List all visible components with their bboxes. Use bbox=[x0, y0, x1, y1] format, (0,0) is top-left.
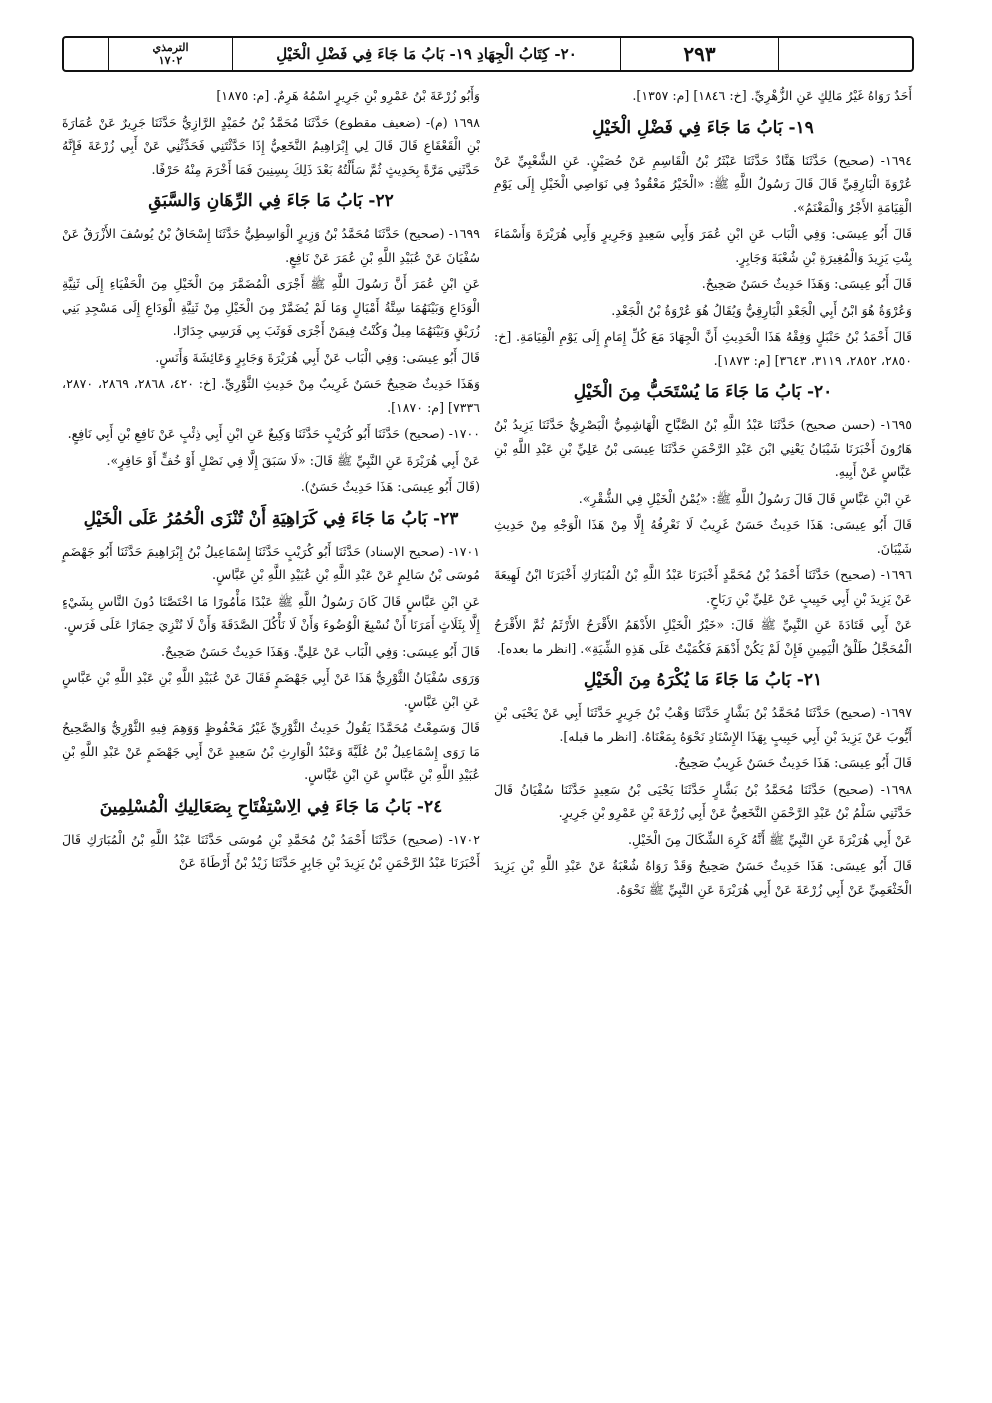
hadith-paragraph: قَالَ أَبُو عِيسَى: هَذَا حَدِيثٌ حَسَنٌ غَرِيبٌ لَا نَعْرِفُهُ إِلَّا مِنْ هَذَا الْوَجْهِ مِنْ حَدِيثِ شَيْبَانَ. bbox=[494, 517, 912, 556]
chapter-heading: ٢١- بَابُ مَا جَاءَ مَا يُكْرَهُ مِنَ الْخَيْلِ bbox=[583, 670, 823, 690]
chapter-heading: ٢٢- بَابُ مَا جَاءَ فِي الرِّهَانِ وَالسَّبَقِ bbox=[148, 191, 394, 211]
running-header bbox=[62, 36, 914, 72]
hadith-paragraph: ١٧٠٠- (صحيح) حَدَّثَنَا أَبُو كُرَيْبٍ حَدَّثَنَا وَكِيعٌ عَنِ ابْنِ أَبِي ذِئْبٍ عَنْ نَافِعِ بْنِ أَبِي نَافِعٍ. bbox=[67, 426, 480, 441]
chapter-heading: ٢٠- بَابُ مَا جَاءَ مَا يُسْتَحَبُّ مِنَ الْخَيْلِ bbox=[573, 382, 833, 402]
chapter-heading: ٢٤- بَابُ مَا جَاءَ فِي الِاسْتِفْتَاحِ بِصَعَالِيكِ الْمُسْلِمِينَ bbox=[99, 796, 443, 817]
hadith-paragraph: ١٦٩٤- (صحيح) حَدَّثَنَا هَنَّادٌ حَدَّثَنَا عَبْثَرُ بْنُ الْقَاسِمِ عَنْ حُصَيْنٍ. عَنِ الشَّعْبِيِّ عَنْ عُرْوَةَ الْبَارِقِيِّ قَالَ قَالَ رَسُولُ اللَّهِ ﷺ: «الْخَيْرُ مَعْقُودٌ فِي نَوَاصِي الْخَيْلِ إِلَى يَوْمِ الْقِيَامَةِ الأَجْرُ وَالْمَغْنَمُ». bbox=[494, 152, 912, 215]
left-text-column bbox=[62, 84, 480, 878]
hadith-paragraph: قَالَ أَبُو عِيسَى: وَفِي الْبَاب عَنِ ابْنِ عُمَرَ وَأَبِي سَعِيدٍ وَجَرِيرٍ وَأَبِي هُرَيْرَةَ وَأَسْمَاءَ بِنْتِ يَزِيدَ وَالْمُغِيرَةِ بْنِ شُعْبَةَ وَجَابِرٍ. bbox=[494, 226, 912, 265]
hadith-paragraph: وَرَوَى سُفْيَانُ الثَّوْرِيُّ هَذَا عَنْ أَبِي جَهْضَمٍ فَقَالَ عَنْ عُبَيْدِ اللَّهِ بْنِ عَبْدِ اللَّهِ بْنِ عَبَّاسٍ عَنِ ابْنِ عَبَّاسٍ. bbox=[62, 670, 480, 709]
chapter-heading: ١٩- بَابُ مَا جَاءَ فِي فَضْلِ الْخَيْلِ bbox=[592, 117, 814, 138]
hadith-paragraph: عَنِ ابْنِ عَبَّاسٍ قَالَ كَانَ رَسُولُ اللَّهِ ﷺ عَبْدًا مَأْمُورًا مَا اخْتَصَّنَا دُونَ النَّاسِ بِشَيْءٍ إِلَّا بِثَلَاثٍ أَمَرَنَا أَنْ نُسْبِغَ الْوُضُوءَ وَأَنْ لَا نَأْكُلَ الصَّدَقَةَ وَأَنْ لَا نُنْزِيَ حِمَارًا عَلَى فَرَسٍ. bbox=[62, 593, 480, 632]
hadith-paragraph: ١٦٩٧- (صحيح) حَدَّثَنَا مُحَمَّدُ بْنُ بَشَّارٍ حَدَّثَنَا وَهْبُ بْنُ جَرِيرٍ حَدَّثَنَا أَبِي عَنْ يَحْيَى بْنِ أَيُّوبَ عَنْ يَزِيدَ بْنِ أَبِي حَبِيبٍ بِهَذَا الإِسْنَادِ نَحْوَهُ بِمَعْنَاهُ. [انظر ما قبله]. bbox=[494, 705, 912, 744]
hadith-paragraph: قَالَ أَبُو عِيسَى: وَفِي الْبَاب عَنْ أَبِي هُرَيْرَةَ وَجَابِرٍ وَعَائِشَةَ وَأَنَسٍ. bbox=[155, 349, 480, 365]
hadith-paragraph: وَعُرْوَةُ هُوَ ابْنُ أَبِي الْجَعْدِ الْبَارِقِيُّ وَيُقَالُ هُوَ عُرْوَةُ بْنُ الْجَعْدِ. bbox=[611, 302, 912, 318]
hadith-paragraph: قَالَ وَسَمِعْتُ مُحَمَّدًا يَقُولُ حَدِيثُ الثَّوْرِيِّ غَيْرُ مَحْفُوظٍ وَوَهِمَ فِيهِ الثَّوْرِيُّ وَالصَّحِيحُ مَا رَوَى إِسْمَاعِيلُ بْنُ عُلَيَّةَ وَعَبْدُ الْوَارِثِ بْنُ سَعِيدٍ عَنْ أَبِي جَهْضَمٍ عَنْ عَبْدِ اللَّهِ بْنِ عُبَيْدِ اللَّهِ بْنِ عَبَّاسٍ عَنِ ابْنِ عَبَّاسٍ. bbox=[62, 720, 480, 782]
hadith-paragraph: أَحَدٌ رَوَاهُ غَيْرُ مَالِكٍ عَنِ الزُّهْرِيِّ. [خ: ١٨٤٦] [م: ١٣٥٧]. bbox=[632, 88, 912, 103]
header-empty-cell bbox=[778, 38, 912, 70]
hadith-paragraph: عَنِ ابْنِ عَبَّاسٍ قَالَ قَالَ رَسُولُ اللَّهِ ﷺ: «يُمْنُ الْخَيْلِ فِي الشُّقْرِ». bbox=[578, 490, 912, 506]
header-ref-source: الترمذي bbox=[152, 41, 189, 54]
hadith-paragraph: قَالَ أَحْمَدُ بْنُ حَنْبَلٍ وَفِقْهُ هَذَا الْحَدِيثِ أَنَّ الْجِهَادَ مَعَ كُلِّ إِمَامٍ إِلَى يَوْمِ الْقِيَامَةِ. [خ: ٢٨٥٠، ٢٨٥٢، ٣١١٩، ٣٦٤٣] [م: ١٨٧٣]. bbox=[494, 329, 912, 368]
header-title: ٢٠- كِتَابُ الْجِهَادِ ١٩- بَابُ مَا جَاءَ فِي فَضْلِ الْخَيْلِ bbox=[232, 38, 620, 70]
chapter-heading: ٢٣- بَابُ مَا جَاءَ فِي كَرَاهِيَةِ أَنْ تُنْزَى الْحُمُرُ عَلَى الْخَيْلِ bbox=[83, 508, 459, 529]
hadith-paragraph: ١٦٩٦- (صحيح) حَدَّثَنَا أَحْمَدُ بْنُ مُحَمَّدٍ أَخْبَرَنَا عَبْدُ اللَّهِ بْنُ الْمُبَارَكِ أَخْبَرَنَا ابْنُ لَهِيعَةَ عَنْ يَزِيدَ بْنِ أَبِي حَبِيبٍ عَنْ عَلِيِّ بْنِ رَبَاحٍ. bbox=[494, 567, 912, 606]
hadith-paragraph: ١٧٠٢- (صحيح) حَدَّثَنَا أَحْمَدُ بْنُ مُحَمَّدِ بْنِ مُوسَى حَدَّثَنَا عَبْدُ اللَّهِ بْنُ الْمُبَارَكِ قَالَ أَخْبَرَنَا عَبْدُ الرَّحْمَنِ بْنُ يَزِيدَ بْنِ جَابِرٍ حَدَّثَنَا زَيْدُ بْنُ أَرْطَاةَ عَنْ bbox=[62, 831, 480, 870]
hadith-paragraph: عَنْ أَبِي قَتَادَةَ عَنِ النَّبِيِّ ﷺ قَالَ: «خَيْرُ الْخَيْلِ الأَدْهَمُ الأَقْرَحُ الأَرْثَمُ ثُمَّ الأَقْرَحُ الْمُحَجَّلُ طَلْقُ الْيَمِينِ فَإِنْ لَمْ يَكُنْ أَدْهَمَ فَكُمَيْتٌ عَلَى هَذِهِ الشِّيَةِ». [انظر ما بعده]. bbox=[494, 617, 912, 656]
hadith-paragraph: ١٦٩٩- (صحيح) حَدَّثَنَا مُحَمَّدُ بْنُ وَزِيرٍ الْوَاسِطِيُّ حَدَّثَنَا إِسْحَاقُ بْنُ يُوسُفَ الأَزْرَقُ عَنْ سُفْيَانَ عَنْ عُبَيْدِ اللَّهِ بْنِ عُمَرَ عَنْ نَافِعٍ. bbox=[62, 226, 480, 265]
header-empty-cell bbox=[64, 38, 108, 70]
page-number: ٢٩٣ bbox=[620, 38, 778, 70]
hadith-paragraph: عَنِ ابْنِ عُمَرَ أَنَّ رَسُولَ اللَّهِ ﷺ أَجْرَى الْمُضَمَّرَ مِنَ الْخَيْلِ مِنَ الْحَفْيَاءِ إِلَى ثَنِيَّةِ الْوَدَاعِ وَبَيْنَهُمَا سِتَّةُ أَمْيَالٍ وَمَا لَمْ يُضَمَّرْ مِنَ الْخَيْلِ مِنْ ثَنِيَّةِ الْوَدَاعِ إِلَى مَسْجِدِ بَنِي زُرَيْقٍ وَبَيْنَهُمَا مِيلٌ وَكُنْتُ فِيمَنْ أَجْرَى فَوَثَبَ بِي فَرَسِي جِدَارًا. bbox=[62, 276, 480, 338]
hadith-paragraph: وَهَذَا حَدِيثٌ صَحِيحٌ حَسَنٌ غَرِيبٌ مِنْ حَدِيثِ الثَّوْرِيِّ. [خ: ٤٢٠، ٢٨٦٨، ٢٨٦٩، ٢٨٧٠، ٧٣٣٦] [م: ١٨٧٠]. bbox=[62, 376, 480, 415]
header-reference bbox=[108, 38, 232, 70]
hadith-paragraph: عَنْ أَبِي هُرَيْرَةَ عَنِ النَّبِيِّ ﷺ قَالَ: «لَا سَبَقَ إِلَّا فِي نَصْلٍ أَوْ خُفٍّ أَوْ حَافِرٍ». bbox=[106, 452, 480, 468]
hadith-paragraph: ١٦٩٨- (صحيح) حَدَّثَنَا مُحَمَّدُ بْنُ بَشَّارٍ حَدَّثَنَا يَحْيَى بْنُ سَعِيدٍ حَدَّثَنَا سُفْيَانُ قَالَ حَدَّثَنِي سَلْمُ بْنُ عَبْدِ الرَّحْمَنِ النَّخَعِيُّ عَنْ أَبِي زُرْعَةَ بْنِ عَمْرِو بْنِ جَرِيرٍ. bbox=[494, 781, 912, 820]
hadith-paragraph: ١٧٠١- (صحيح الإسناد) حَدَّثَنَا أَبُو كُرَيْبٍ حَدَّثَنَا إِسْمَاعِيلُ بْنُ إِبْرَاهِيمَ حَدَّثَنَا أَبُو جَهْضَمٍ مُوسَى بْنُ سَالِمٍ عَنْ عَبْدِ اللَّهِ بْنِ عُبَيْدِ اللَّهِ بْنِ عَبَّاسٍ. bbox=[62, 543, 480, 582]
hadith-paragraph: قَالَ أَبُو عِيسَى: هَذَا حَدِيثٌ حَسَنٌ صَحِيحٌ وَقَدْ رَوَاهُ شُعْبَةُ عَنْ عَبْدِ اللَّهِ بْنِ يَزِيدَ الْخَثْعَمِيِّ عَنْ أَبِي زُرْعَةَ عَنْ أَبِي هُرَيْرَةَ عَنِ النَّبِيِّ ﷺ نَحْوَهُ. bbox=[494, 858, 912, 897]
hadith-paragraph: قَالَ أَبُو عِيسَى: هَذَا حَدِيثٌ حَسَنٌ غَرِيبٌ صَحِيحٌ. bbox=[674, 755, 912, 770]
hadith-paragraph: ١٦٩٥- (حسن صحيح) حَدَّثَنَا عَبْدُ اللَّهِ بْنُ الصَّبَّاحِ الْهَاشِمِيُّ الْبَصْرِيُّ حَدَّثَنَا يَزِيدُ بْنُ هَارُونَ أَخْبَرَنَا شَيْبَانُ يَعْنِي ابْنَ عَبْدِ الرَّحْمَنِ حَدَّثَنَا عِيسَى بْنُ عَلِيِّ بْنِ عَبْدِ اللَّهِ بْنِ عَبَّاسٍ عَنْ أَبِيهِ. bbox=[494, 417, 912, 479]
hadith-paragraph: قَالَ أَبُو عِيسَى: وَفِي الْبَاب عَنْ عَلِيٍّ. وَهَذَا حَدِيثٌ حَسَنٌ صَحِيحٌ. bbox=[160, 643, 480, 659]
hadith-paragraph: قَالَ أَبُو عِيسَى: وَهَذَا حَدِيثٌ حَسَنٌ صَحِيحٌ. bbox=[701, 276, 912, 291]
hadith-paragraph: ١٦٩٨ (م)- (ضعيف مقطوع) حَدَّثَنَا مُحَمَّدُ بْنُ حُمَيْدٍ الرَّازِيُّ حَدَّثَنَا جَرِيرٌ عَنْ عُمَارَةَ بْنِ الْقَعْقَاعِ قَالَ قَالَ لِي إِبْرَاهِيمُ النَّخَعِيُّ إِذَا حَدَّثْتَنِي فَحَدِّثْنِي عَنْ أَبِي زُرْعَةَ فَإِنَّهُ حَدَّثَنِي مَرَّةً بِحَدِيثٍ ثُمَّ سَأَلْتُهُ بَعْدَ ذَلِكَ بِسِنِينَ فَمَا أَخْرَمَ مِنْهُ حَرْفًا. bbox=[62, 114, 480, 177]
header-ref-number: ١٧٠٢ bbox=[158, 54, 183, 67]
hadith-paragraph: وَأَبُو زُرْعَةَ بْنُ عَمْرِو بْنِ جَرِيرٍ اسْمُهُ هَرِمٌ. [م: ١٨٧٥] bbox=[216, 88, 480, 103]
hadith-paragraph: (قَالَ أَبُو عِيسَى: هَذَا حَدِيثٌ حَسَنٌ). bbox=[300, 479, 480, 494]
hadith-paragraph: عَنْ أَبِي هُرَيْرَةَ عَنِ النَّبِيِّ ﷺ أَنَّهُ كَرِهَ الشِّكَالَ مِنَ الْخَيْلِ. bbox=[628, 831, 912, 847]
right-text-column bbox=[494, 84, 912, 904]
